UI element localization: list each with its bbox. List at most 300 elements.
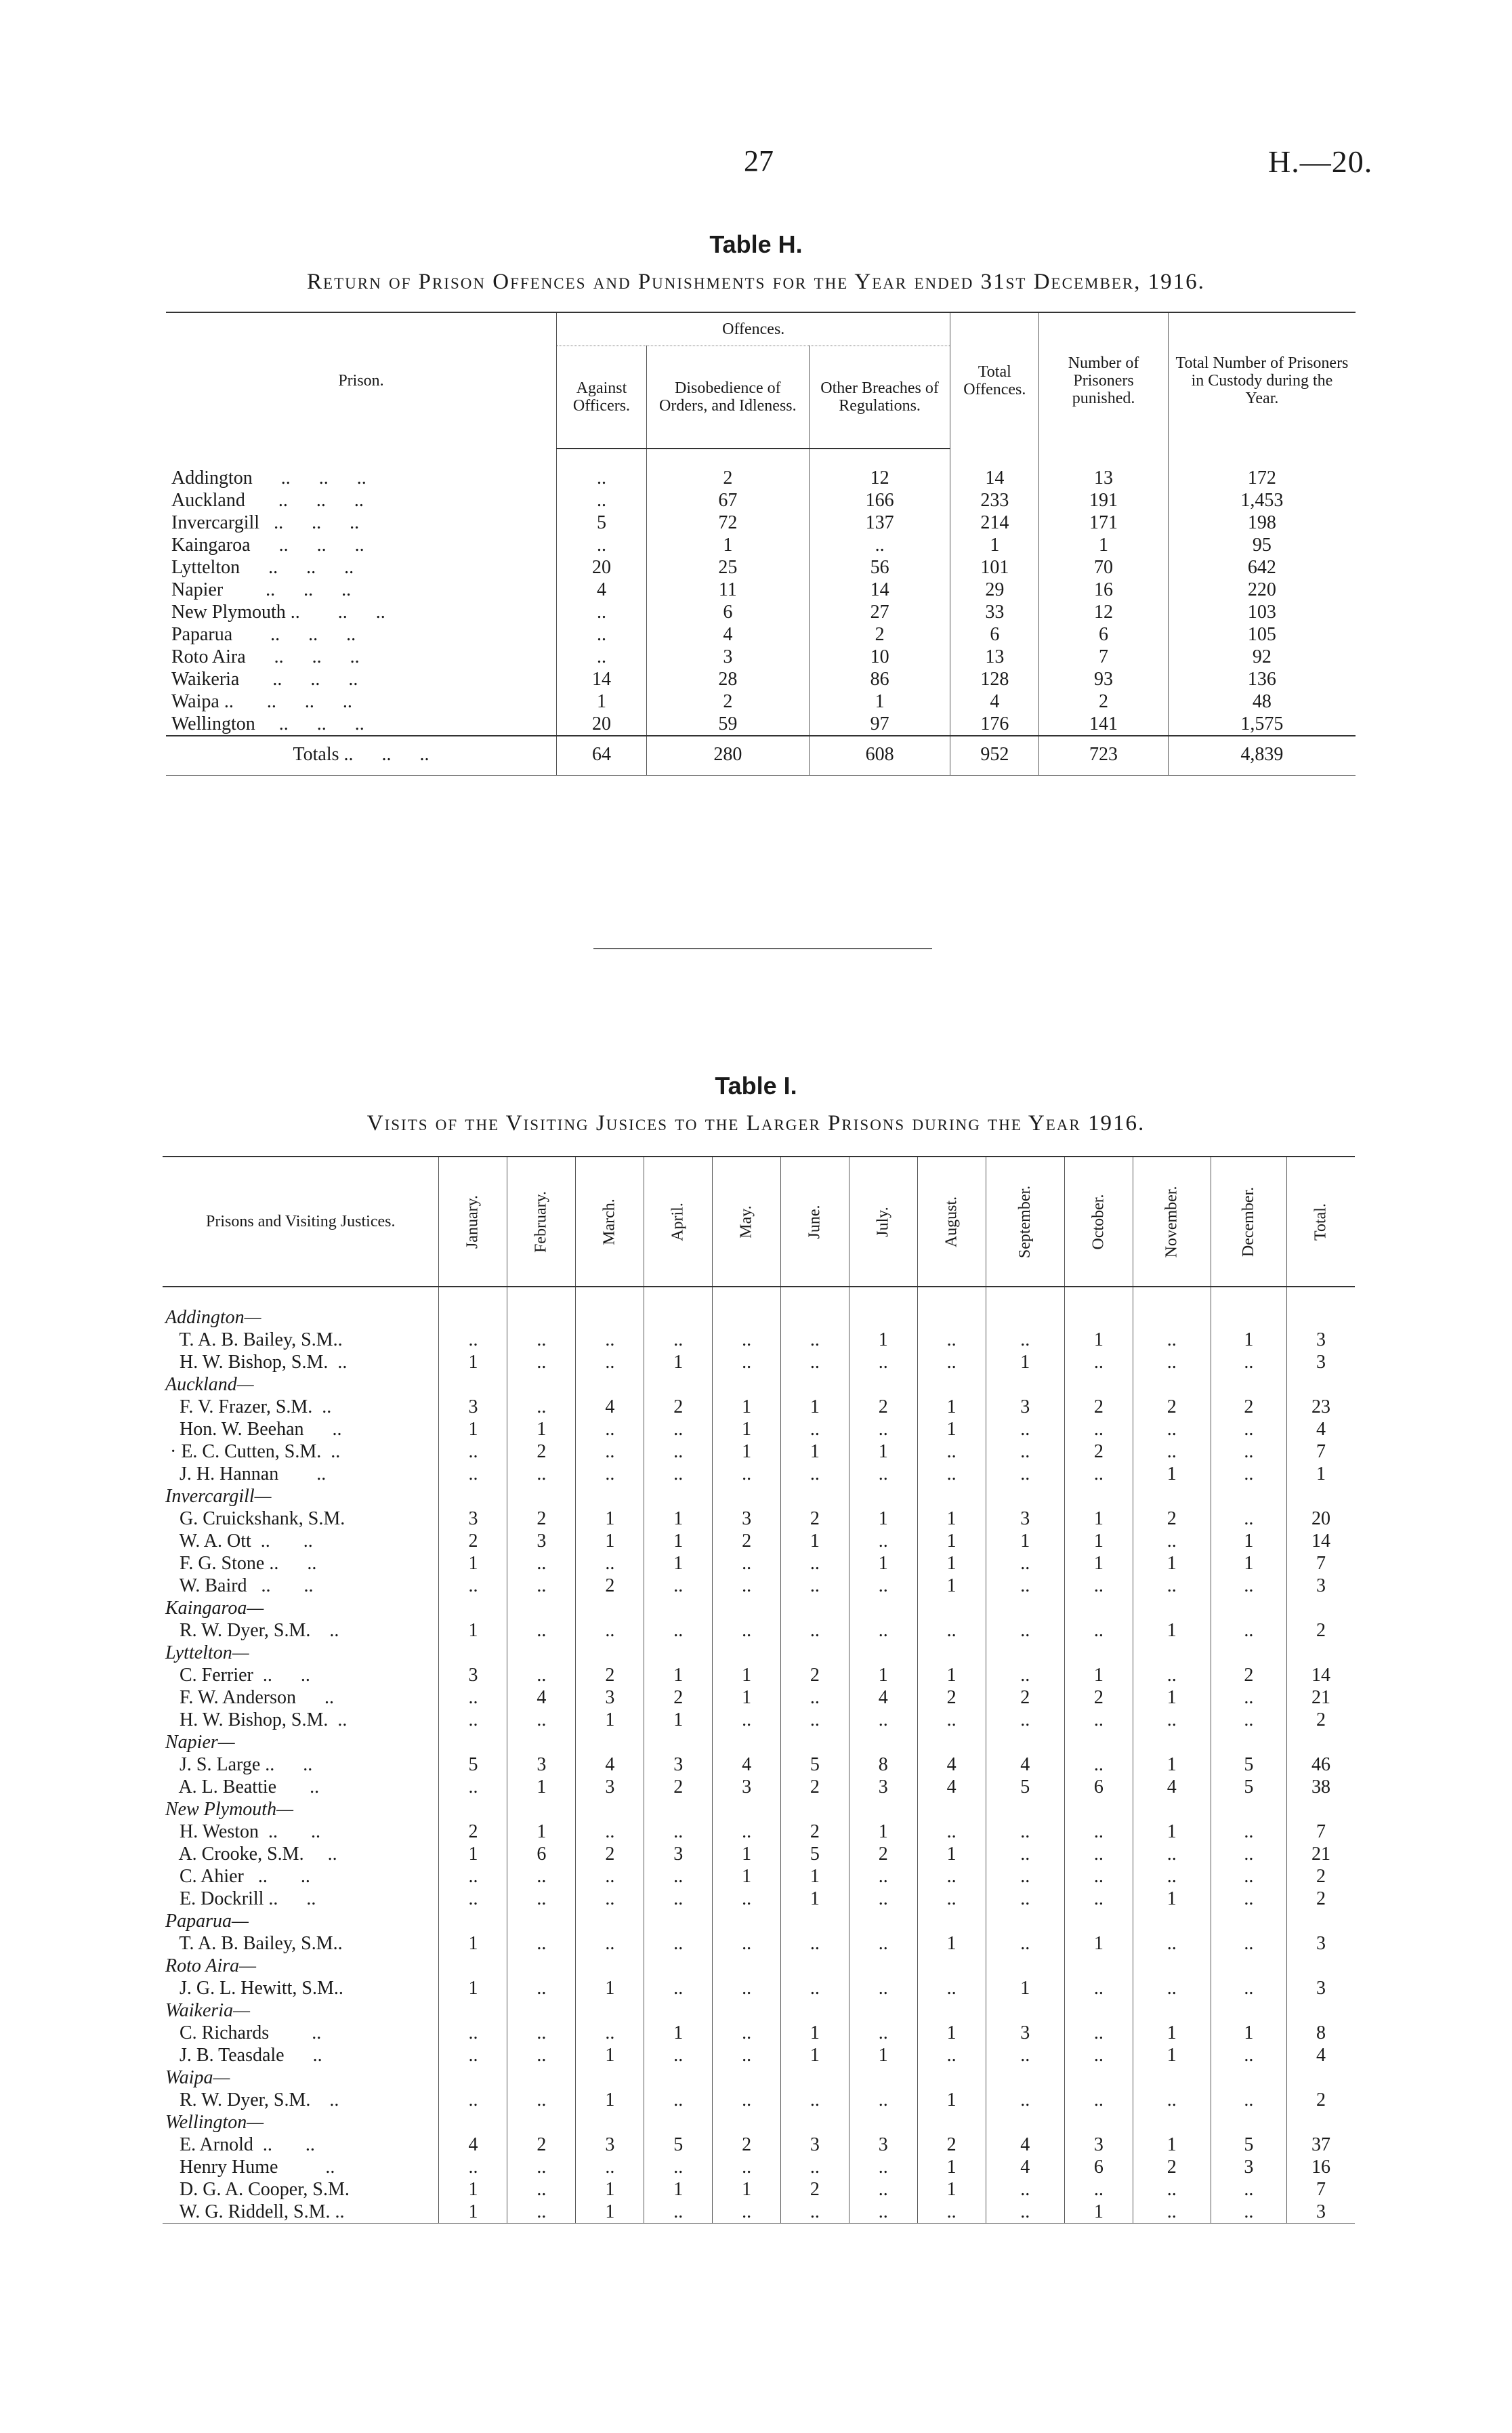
table-cell: 1 (713, 1843, 781, 1865)
total-cell: 23 (1287, 1396, 1355, 1418)
table-cell: .. (439, 1865, 507, 1888)
table-cell (1211, 1798, 1286, 1821)
table-cell (576, 1955, 644, 1977)
table-cell (576, 1287, 644, 1329)
table-cell: .. (576, 1865, 644, 1888)
table-cell (507, 2111, 576, 2134)
table-row (163, 2044, 1355, 2066)
table-cell: .. (644, 2156, 713, 2178)
table-cell: .. (1211, 1843, 1286, 1865)
table-cell: 59 (646, 713, 809, 736)
table-cell (1287, 1731, 1355, 1753)
table-cell: .. (1211, 1463, 1286, 1485)
table-cell: 1 (986, 1530, 1064, 1552)
table-cell: 1 (809, 690, 950, 713)
table-cell: 1 (917, 2089, 986, 2111)
table-cell (780, 1597, 849, 1619)
table-cell (644, 1999, 713, 2022)
table-cell (644, 1642, 713, 1664)
table-cell: 128 (950, 668, 1039, 690)
table-cell: 2 (917, 2134, 986, 2156)
total-cell: 3 (1287, 1575, 1355, 1597)
table-cell (1064, 2066, 1133, 2089)
prison-name: Waipa .. .. .. .. (171, 691, 352, 712)
table-cell: 198 (1168, 512, 1356, 534)
table-row (163, 1329, 1355, 1351)
table-cell: 5 (557, 512, 647, 534)
table-cell: 4 (849, 1686, 917, 1709)
justice-name: F. V. Frazer, S.M. .. (165, 1396, 332, 1417)
table-cell (576, 1642, 644, 1664)
table-cell (1287, 1999, 1355, 2022)
table-cell: .. (713, 2201, 781, 2224)
table-cell: .. (849, 1977, 917, 1999)
table-cell: 3 (439, 1507, 507, 1530)
table-cell: .. (644, 2089, 713, 2111)
table-cell: .. (917, 1329, 986, 1351)
table-cell: .. (986, 1552, 1064, 1575)
table-cell: 67 (646, 489, 809, 512)
table-cell: 1 (576, 2178, 644, 2201)
table-cell: 6 (1064, 1776, 1133, 1798)
table-row (163, 2134, 1355, 2156)
table-cell (439, 1373, 507, 1396)
table-cell: .. (557, 489, 647, 512)
table-cell (780, 1910, 849, 1932)
table-cell: .. (713, 2044, 781, 2066)
table-cell: .. (713, 1932, 781, 1955)
table-i-title: Table I. (715, 1072, 797, 1100)
table-cell: 1 (439, 2201, 507, 2224)
table-cell (1064, 1910, 1133, 1932)
header-offences: Offences. (557, 312, 950, 346)
table-cell (713, 1731, 781, 1753)
table-cell: .. (576, 1619, 644, 1642)
table-cell: .. (1133, 1329, 1211, 1351)
table-cell (576, 1798, 644, 1821)
table-cell: .. (1133, 1843, 1211, 1865)
table-cell (1211, 1373, 1286, 1396)
table-cell: 2 (1133, 1396, 1211, 1418)
table-cell: .. (1211, 1821, 1286, 1843)
table-cell: .. (439, 2044, 507, 2066)
table-cell (917, 1910, 986, 1932)
table-cell: .. (986, 1463, 1064, 1485)
justice-name: J. B. Teasdale .. (165, 2045, 322, 2066)
table-cell: .. (576, 1418, 644, 1440)
table-row (163, 1530, 1355, 1552)
table-cell: 2 (713, 2134, 781, 2156)
table-cell: .. (713, 1329, 781, 1351)
table-cell (439, 1642, 507, 1664)
table-cell: 1 (917, 1507, 986, 1530)
table-cell (1133, 1287, 1211, 1329)
justice-name: F. W. Anderson .. (165, 1687, 335, 1708)
table-cell (1133, 1642, 1211, 1664)
table-cell (917, 1287, 986, 1329)
table-cell: .. (849, 2201, 917, 2224)
table-cell (917, 1731, 986, 1753)
table-cell: .. (917, 1977, 986, 1999)
table-cell: 12 (1039, 601, 1169, 623)
table-cell: .. (986, 1664, 1064, 1686)
table-cell: .. (1064, 1843, 1133, 1865)
prison-name: Kaingaroa .. .. .. (171, 535, 364, 556)
table-cell: .. (439, 2089, 507, 2111)
table-cell: 1 (576, 1709, 644, 1731)
table-cell: 4 (917, 1753, 986, 1776)
table-cell: 1 (917, 1664, 986, 1686)
table-cell: .. (439, 2156, 507, 2178)
table-cell (1211, 2111, 1286, 2134)
table-cell: .. (1133, 1664, 1211, 1686)
table-row (163, 2089, 1355, 2111)
table-cell: 56 (809, 556, 950, 579)
table-cell: .. (986, 1575, 1064, 1597)
table-cell: .. (1211, 1351, 1286, 1373)
table-cell: .. (439, 2022, 507, 2044)
table-cell: 1 (557, 690, 647, 713)
table-cell: 1 (986, 1351, 1064, 1373)
table-cell: .. (439, 1888, 507, 1910)
header-month-label: March. (600, 1198, 618, 1245)
totals-cell: 723 (1039, 736, 1169, 776)
table-cell: 220 (1168, 579, 1356, 601)
table-cell: .. (644, 2201, 713, 2224)
table-cell (917, 1485, 986, 1507)
table-cell (986, 1955, 1064, 1977)
table-cell (1211, 1910, 1286, 1932)
justice-name: H. Weston .. .. (165, 1821, 321, 1842)
table-cell: 3 (1064, 2134, 1133, 2156)
table-cell: .. (780, 1552, 849, 1575)
table-cell: .. (439, 1329, 507, 1351)
table-row (163, 1932, 1355, 1955)
table-cell (507, 2066, 576, 2089)
table-cell (780, 2066, 849, 2089)
table-cell: 1 (439, 1977, 507, 1999)
table-cell: 1 (439, 1932, 507, 1955)
table-cell (713, 1373, 781, 1396)
table-cell: 3 (986, 2022, 1064, 2044)
table-cell: 2 (849, 1843, 917, 1865)
table-cell: 4 (986, 2134, 1064, 2156)
table-cell: .. (439, 1686, 507, 1709)
table-cell: 101 (950, 556, 1039, 579)
header-month-label: October. (1089, 1194, 1108, 1249)
table-cell: .. (1211, 1888, 1286, 1910)
table-row (163, 1619, 1355, 1642)
table-cell: .. (576, 1463, 644, 1485)
table-cell: 95 (1168, 534, 1356, 556)
table-cell: 3 (986, 1396, 1064, 1418)
table-cell: .. (780, 2156, 849, 2178)
table-cell: .. (917, 2201, 986, 2224)
prison-group-row (163, 1999, 1355, 2022)
table-cell (917, 1999, 986, 2022)
table-cell: .. (576, 1888, 644, 1910)
total-cell: 21 (1287, 1686, 1355, 1709)
table-cell: 14 (557, 668, 647, 690)
justice-name: R. W. Dyer, S.M. .. (165, 1620, 339, 1641)
table-cell: 1,575 (1168, 713, 1356, 736)
table-cell (780, 1287, 849, 1329)
prison-group-row (163, 2111, 1355, 2134)
table-cell: 1 (439, 1843, 507, 1865)
table-cell: 1 (644, 1351, 713, 1373)
table-cell: .. (780, 1351, 849, 1373)
prison-name: Paparua .. .. .. (171, 624, 356, 645)
table-cell: .. (1064, 1753, 1133, 1776)
table-cell: 2 (1064, 1686, 1133, 1709)
table-cell (713, 1597, 781, 1619)
table-cell: 1 (1064, 1530, 1133, 1552)
justice-name: W. G. Riddell, S.M. .. (163, 2201, 439, 2224)
total-cell: 2 (1287, 2089, 1355, 2111)
table-cell (576, 1485, 644, 1507)
table-cell: 2 (1133, 1507, 1211, 1530)
table-cell: 2 (646, 449, 809, 489)
prison-group-row (163, 1597, 1355, 1619)
table-cell: .. (1064, 1977, 1133, 1999)
table-cell: .. (1211, 2201, 1286, 2224)
prison-group-name: Paparua— (165, 1911, 249, 1932)
header-month (713, 1157, 781, 1287)
table-cell: 3 (713, 1507, 781, 1530)
table-cell (644, 1373, 713, 1396)
table-cell: 2 (780, 1776, 849, 1798)
table-cell: 1 (1211, 1552, 1286, 1575)
table-cell: .. (917, 1619, 986, 1642)
table-cell: 1 (1133, 1753, 1211, 1776)
justice-name: E. Dockrill .. .. (165, 1888, 316, 1909)
table-cell: .. (507, 2156, 576, 2178)
table-cell: 136 (1168, 668, 1356, 690)
table-cell: .. (780, 1932, 849, 1955)
table-cell: 11 (646, 579, 809, 601)
table-cell: .. (713, 1709, 781, 1731)
header-month-label: July. (874, 1206, 892, 1237)
table-cell: 1 (1133, 1463, 1211, 1485)
header-month-label: December. (1239, 1186, 1257, 1257)
table-cell: .. (1211, 1932, 1286, 1955)
total-cell: 7 (1287, 1821, 1355, 1843)
table-cell: 1 (1133, 2044, 1211, 2066)
total-cell: 7 (1287, 1552, 1355, 1575)
table-cell: .. (1064, 1888, 1133, 1910)
table-cell: .. (849, 2156, 917, 2178)
table-cell: .. (780, 1619, 849, 1642)
total-cell: 20 (1287, 1507, 1355, 1530)
table-cell: .. (849, 1418, 917, 1440)
table-cell: .. (917, 1463, 986, 1485)
table-cell: 4 (576, 1396, 644, 1418)
table-cell: 5 (439, 1753, 507, 1776)
table-cell: 1 (849, 1440, 917, 1463)
table-cell: .. (1133, 1418, 1211, 1440)
table-cell: .. (1133, 2089, 1211, 2111)
table-i (163, 1156, 1355, 2224)
prison-name: Roto Aira .. .. .. (171, 646, 360, 667)
table-row (163, 1776, 1355, 1798)
table-cell: .. (1064, 2178, 1133, 2201)
table-cell (1211, 2066, 1286, 2089)
table-cell: .. (713, 1888, 781, 1910)
table-cell: .. (1064, 1821, 1133, 1843)
table-cell: 4 (986, 2156, 1064, 2178)
table-cell: 1 (917, 1932, 986, 1955)
totals-row (166, 736, 1356, 776)
table-cell: 4 (557, 579, 647, 601)
table-cell (1211, 1955, 1286, 1977)
table-cell: .. (809, 534, 950, 556)
table-cell: .. (986, 1440, 1064, 1463)
table-cell: 1 (917, 1418, 986, 1440)
table-cell: 1 (1064, 1932, 1133, 1955)
table-cell (439, 1999, 507, 2022)
table-cell: .. (849, 1351, 917, 1373)
table-cell: .. (1133, 1575, 1211, 1597)
table-row (163, 1821, 1355, 1843)
table-row (166, 623, 1356, 646)
total-cell: 2 (1287, 1709, 1355, 1731)
table-cell: .. (557, 646, 647, 668)
table-cell: .. (713, 1463, 781, 1485)
table-row (166, 690, 1356, 713)
table-cell: .. (713, 1552, 781, 1575)
prison-group-row (163, 1642, 1355, 1664)
table-cell: 4 (507, 1686, 576, 1709)
table-cell: .. (507, 1664, 576, 1686)
table-cell (986, 1597, 1064, 1619)
table-cell: 1 (713, 1664, 781, 1686)
table-cell: .. (780, 1329, 849, 1351)
table-cell (713, 1485, 781, 1507)
table-cell (439, 1597, 507, 1619)
table-cell: 1,453 (1168, 489, 1356, 512)
table-cell: 29 (950, 579, 1039, 601)
table-cell: .. (507, 2178, 576, 2201)
table-cell (1133, 2111, 1211, 2134)
table-cell: .. (713, 1977, 781, 1999)
table-cell: .. (780, 1463, 849, 1485)
table-cell: 1 (646, 534, 809, 556)
table-cell: 4 (950, 690, 1039, 713)
table-cell: .. (849, 1865, 917, 1888)
table-cell: .. (1064, 1619, 1133, 1642)
total-cell: 16 (1287, 2156, 1355, 2178)
table-cell (917, 2111, 986, 2134)
table-cell (849, 1999, 917, 2022)
table-cell (1133, 1485, 1211, 1507)
prison-group-row (163, 1910, 1355, 1932)
table-cell: .. (1064, 1463, 1133, 1485)
table-row (163, 1686, 1355, 1709)
table-cell: .. (849, 2089, 917, 2111)
table-cell: .. (917, 1440, 986, 1463)
table-cell (507, 1798, 576, 1821)
table-cell: 642 (1168, 556, 1356, 579)
table-cell: 2 (713, 1530, 781, 1552)
justice-name: · E. C. Cutten, S.M. .. (165, 1441, 341, 1462)
prison-group-row (163, 1798, 1355, 1821)
table-cell: 1 (849, 1329, 917, 1351)
header-total-in-custody: Total Number of Prisoners in Custody during the Year. (1168, 312, 1356, 449)
table-cell: 20 (557, 713, 647, 736)
table-cell: 3 (1211, 2156, 1286, 2178)
header-month (1287, 1157, 1355, 1287)
table-row (163, 2178, 1355, 2201)
table-cell: .. (1064, 2089, 1133, 2111)
table-cell: .. (917, 1821, 986, 1843)
table-cell: 1 (1064, 2201, 1133, 2224)
header-prisons-and-justices: Prisons and Visiting Justices. (163, 1157, 439, 1287)
table-cell (576, 1731, 644, 1753)
table-cell: .. (557, 601, 647, 623)
table-cell: .. (644, 1865, 713, 1888)
table-cell: 3 (780, 2134, 849, 2156)
header-against-officers: Against Officers. (557, 346, 647, 449)
table-cell: .. (1064, 1709, 1133, 1731)
table-cell (644, 1910, 713, 1932)
table-cell: 1 (849, 2044, 917, 2066)
table-cell (986, 1287, 1064, 1329)
table-cell: .. (557, 534, 647, 556)
table-cell: .. (507, 1396, 576, 1418)
table-row (166, 512, 1356, 534)
table-cell (849, 2111, 917, 2134)
table-cell (1211, 1287, 1286, 1329)
justice-name: T. A. B. Bailey, S.M.. (165, 1329, 343, 1350)
table-cell (1211, 1597, 1286, 1619)
table-cell (576, 1597, 644, 1619)
table-cell: .. (1133, 1932, 1211, 1955)
table-cell: 28 (646, 668, 809, 690)
header-total-offences: Total Offences. (950, 312, 1039, 449)
table-cell (1287, 2111, 1355, 2134)
table-row (166, 449, 1356, 489)
table-cell: 5 (986, 1776, 1064, 1798)
prison-group-name: Waikeria— (165, 2000, 250, 2021)
table-cell: 191 (1039, 489, 1169, 512)
table-cell: .. (917, 1865, 986, 1888)
table-cell: 1 (576, 1530, 644, 1552)
table-cell: 1 (1133, 1686, 1211, 1709)
table-cell (713, 1642, 781, 1664)
table-cell: 1 (780, 1396, 849, 1418)
table-cell: 2 (439, 1530, 507, 1552)
table-cell (439, 1731, 507, 1753)
table-cell (439, 1798, 507, 1821)
table-cell: 176 (950, 713, 1039, 736)
table-cell: .. (1133, 1351, 1211, 1373)
prison-name: Invercargill .. .. .. (171, 512, 360, 533)
table-cell: 1 (439, 1418, 507, 1440)
table-cell: 1 (780, 2044, 849, 2066)
table-cell: 6 (950, 623, 1039, 646)
table-cell: 137 (809, 512, 950, 534)
table-cell: 1 (780, 2022, 849, 2044)
table-cell: 3 (646, 646, 809, 668)
table-cell: .. (780, 2089, 849, 2111)
prison-group-name: New Plymouth— (165, 1799, 293, 1820)
table-cell (1211, 1485, 1286, 1507)
justice-name: C. Ahier .. .. (165, 1866, 310, 1887)
table-cell: .. (986, 1709, 1064, 1731)
table-cell: .. (1064, 1575, 1133, 1597)
table-row (163, 1888, 1355, 1910)
prison-group-row (163, 1955, 1355, 1977)
